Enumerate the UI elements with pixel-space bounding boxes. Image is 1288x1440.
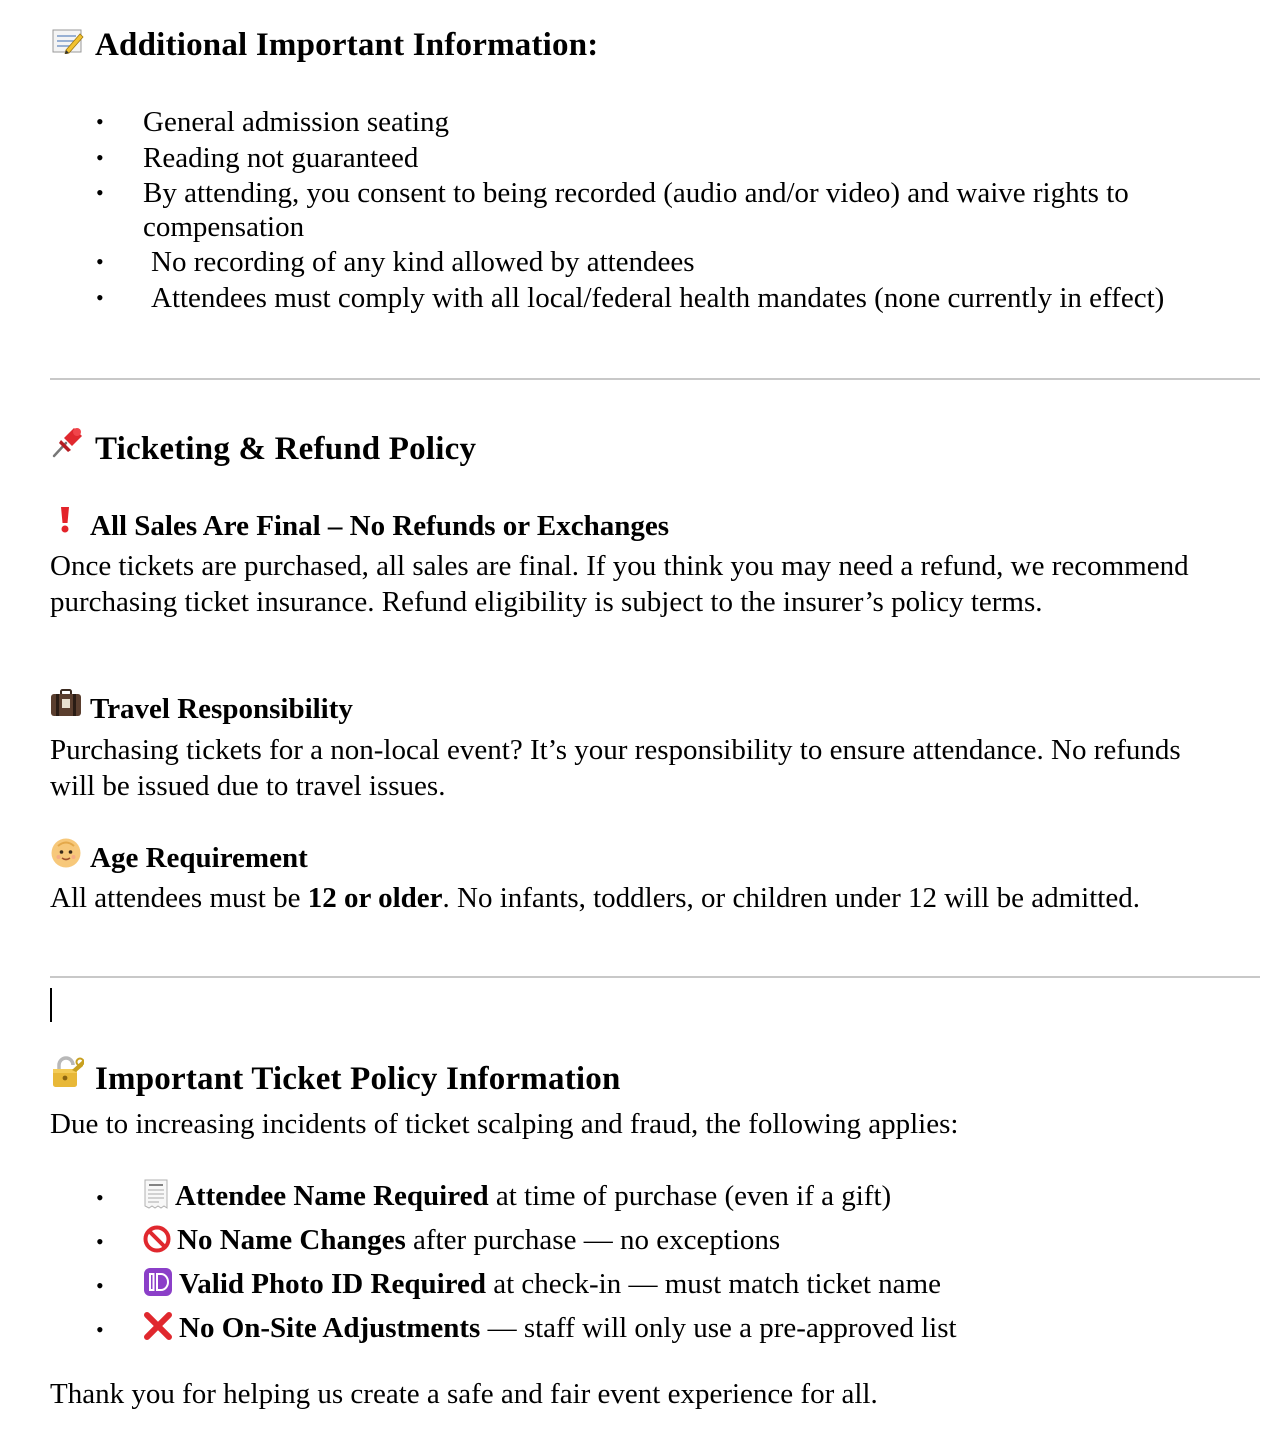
travel-body: Purchasing tickets for a non-local event? It’s your responsibility to ensure attendance. No refunds will be issued due to travel issues.: [50, 734, 1181, 802]
baby-icon: [50, 837, 82, 874]
list-item: [96, 1264, 1263, 1308]
sales-final-body: Once tickets are purchased, all sales are final. If you think you may need a refund, we recommend purchasing ticket insurance. Refund eligibility is subject to the insurer’s policy terms.: [50, 550, 1189, 618]
bullet-icon: •: [96, 1185, 104, 1210]
pushpin-icon: [50, 426, 84, 463]
additional-info-list: [96, 104, 1263, 316]
ticket-policy-intro: Due to increasing incidents of ticket scalping and fraud, the following applies:: [50, 1108, 959, 1140]
list-item: [96, 280, 1263, 316]
text-cursor: [50, 988, 52, 1022]
receipt-icon: [143, 1179, 169, 1220]
section-title-ticket-policy: Important Ticket Policy Information: [95, 1061, 621, 1097]
bullet-icon: •: [96, 285, 104, 310]
policy-item-text: — staff will only use a pre-approved list: [480, 1312, 957, 1344]
age-body-text-rest: . No infants, toddlers, or children under 12 will be admitted.: [442, 882, 1140, 914]
exclamation-icon: [58, 506, 72, 539]
id-icon: [143, 1267, 173, 1308]
section-title-additional-info: Additional Important Information:: [95, 27, 599, 63]
luggage-icon: [50, 689, 82, 722]
bullet-icon: •: [96, 1229, 104, 1254]
policy-item-text: after purchase — no exceptions: [405, 1224, 781, 1256]
policy-item-bold: No On-Site Adjustments: [179, 1312, 481, 1344]
memo-icon: [52, 28, 84, 59]
bullet-icon: •: [96, 1273, 104, 1298]
age-heading: Age Requirement: [90, 842, 308, 874]
divider: [50, 976, 1260, 978]
policy-item-bold: Attendee Name Required: [175, 1180, 489, 1212]
prohibited-icon: [143, 1224, 171, 1264]
list-item-text: General admission seating: [143, 106, 450, 138]
list-item-text: No recording of any kind allowed by attendees: [151, 246, 695, 278]
bullet-icon: •: [96, 1317, 104, 1342]
bullet-icon: •: [96, 180, 104, 205]
section-title-ticketing: Ticketing & Refund Policy: [95, 431, 477, 467]
policy-item-text: at check-in — must match ticket name: [485, 1268, 941, 1300]
lock-icon: [50, 1056, 84, 1093]
list-item-text: Reading not guaranteed: [143, 142, 419, 174]
divider: [50, 378, 1260, 380]
list-item-text: Attendees must comply with all local/federal health mandates (none currently in effect): [151, 282, 1165, 314]
policy-item-bold: Valid Photo ID Required: [179, 1268, 486, 1300]
policy-item-bold: No Name Changes: [177, 1224, 406, 1256]
list-item: [96, 104, 1263, 140]
list-item: [96, 1308, 1263, 1352]
list-item-text: By attending, you consent to being recorded (audio and/or video) and waive rights to compensation: [143, 177, 1129, 243]
closing-text: Thank you for helping us create a safe and fair event experience for all.: [50, 1378, 878, 1410]
bullet-icon: •: [96, 109, 104, 134]
bullet-icon: •: [96, 145, 104, 170]
bullet-icon: •: [96, 249, 104, 274]
list-item: [96, 244, 1263, 280]
policy-item-text: at time of purchase (even if a gift): [488, 1180, 892, 1212]
age-body-emphasis: 12 or older: [307, 882, 443, 914]
sales-final-heading: All Sales Are Final – No Refunds or Exchanges: [90, 510, 669, 542]
list-item: [96, 1220, 1263, 1264]
age-body-text: All attendees must be: [50, 882, 308, 914]
list-item: [96, 176, 1263, 244]
age-body: [50, 880, 1270, 916]
cross-mark-icon: [143, 1311, 173, 1352]
list-item: [96, 140, 1263, 176]
ticket-policy-list: [96, 1176, 1263, 1352]
list-item: [96, 1176, 1263, 1220]
travel-heading: Travel Responsibility: [90, 693, 353, 725]
